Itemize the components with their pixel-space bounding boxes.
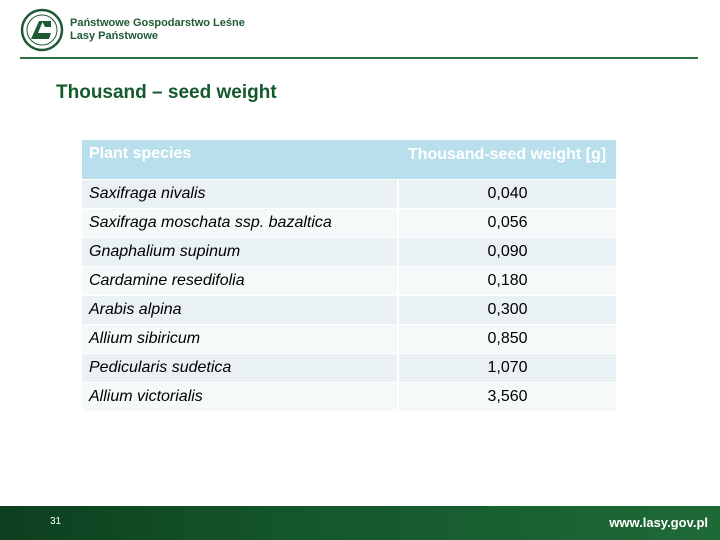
- header-plant-species: Plant species: [82, 140, 398, 179]
- species-cell: Cardamine resedifolia: [82, 266, 398, 295]
- species-cell: Allium victorialis: [82, 382, 398, 411]
- table-header-row: [82, 140, 616, 179]
- weight-cell: 0,300: [398, 295, 616, 324]
- table-row: [82, 295, 616, 324]
- table-row: [82, 382, 616, 411]
- species-cell: Saxifraga moschata ssp. bazaltica: [82, 208, 398, 237]
- page-number: 31: [50, 516, 62, 527]
- table-row: [82, 266, 616, 295]
- species-cell: Allium sibiricum: [82, 324, 398, 353]
- species-cell: Arabis alpina: [82, 295, 398, 324]
- header-divider: [20, 57, 698, 59]
- table-row: [82, 353, 616, 382]
- slide-title: Thousand – seed weight: [56, 82, 277, 103]
- weight-cell: 0,056: [398, 208, 616, 237]
- weight-cell: 0,040: [398, 179, 616, 208]
- table-row: [82, 237, 616, 266]
- table-row: [82, 208, 616, 237]
- weight-cell: 1,070: [398, 353, 616, 382]
- weight-cell: 3,560: [398, 382, 616, 411]
- species-cell: Gnaphalium supinum: [82, 237, 398, 266]
- website-url: www.lasy.gov.pl: [609, 515, 708, 530]
- seed-weight-table: [82, 140, 616, 411]
- organization-name: [70, 17, 245, 43]
- footer-bar: [0, 506, 720, 540]
- table-row: [82, 324, 616, 353]
- org-name-line2: Lasy Państwowe: [70, 30, 159, 42]
- org-name-line1: Państwowe Gospodarstwo Leśne: [70, 17, 245, 29]
- weight-cell: 0,180: [398, 266, 616, 295]
- header-thousand-seed-weight: Thousand-seed weight [g]: [398, 140, 616, 179]
- weight-cell: 0,850: [398, 324, 616, 353]
- weight-cell: 0,090: [398, 237, 616, 266]
- table-row: [82, 179, 616, 208]
- species-cell: Pedicularis sudetica: [82, 353, 398, 382]
- species-cell: Saxifraga nivalis: [82, 179, 398, 208]
- lasy-panstwowe-logo: [20, 8, 64, 52]
